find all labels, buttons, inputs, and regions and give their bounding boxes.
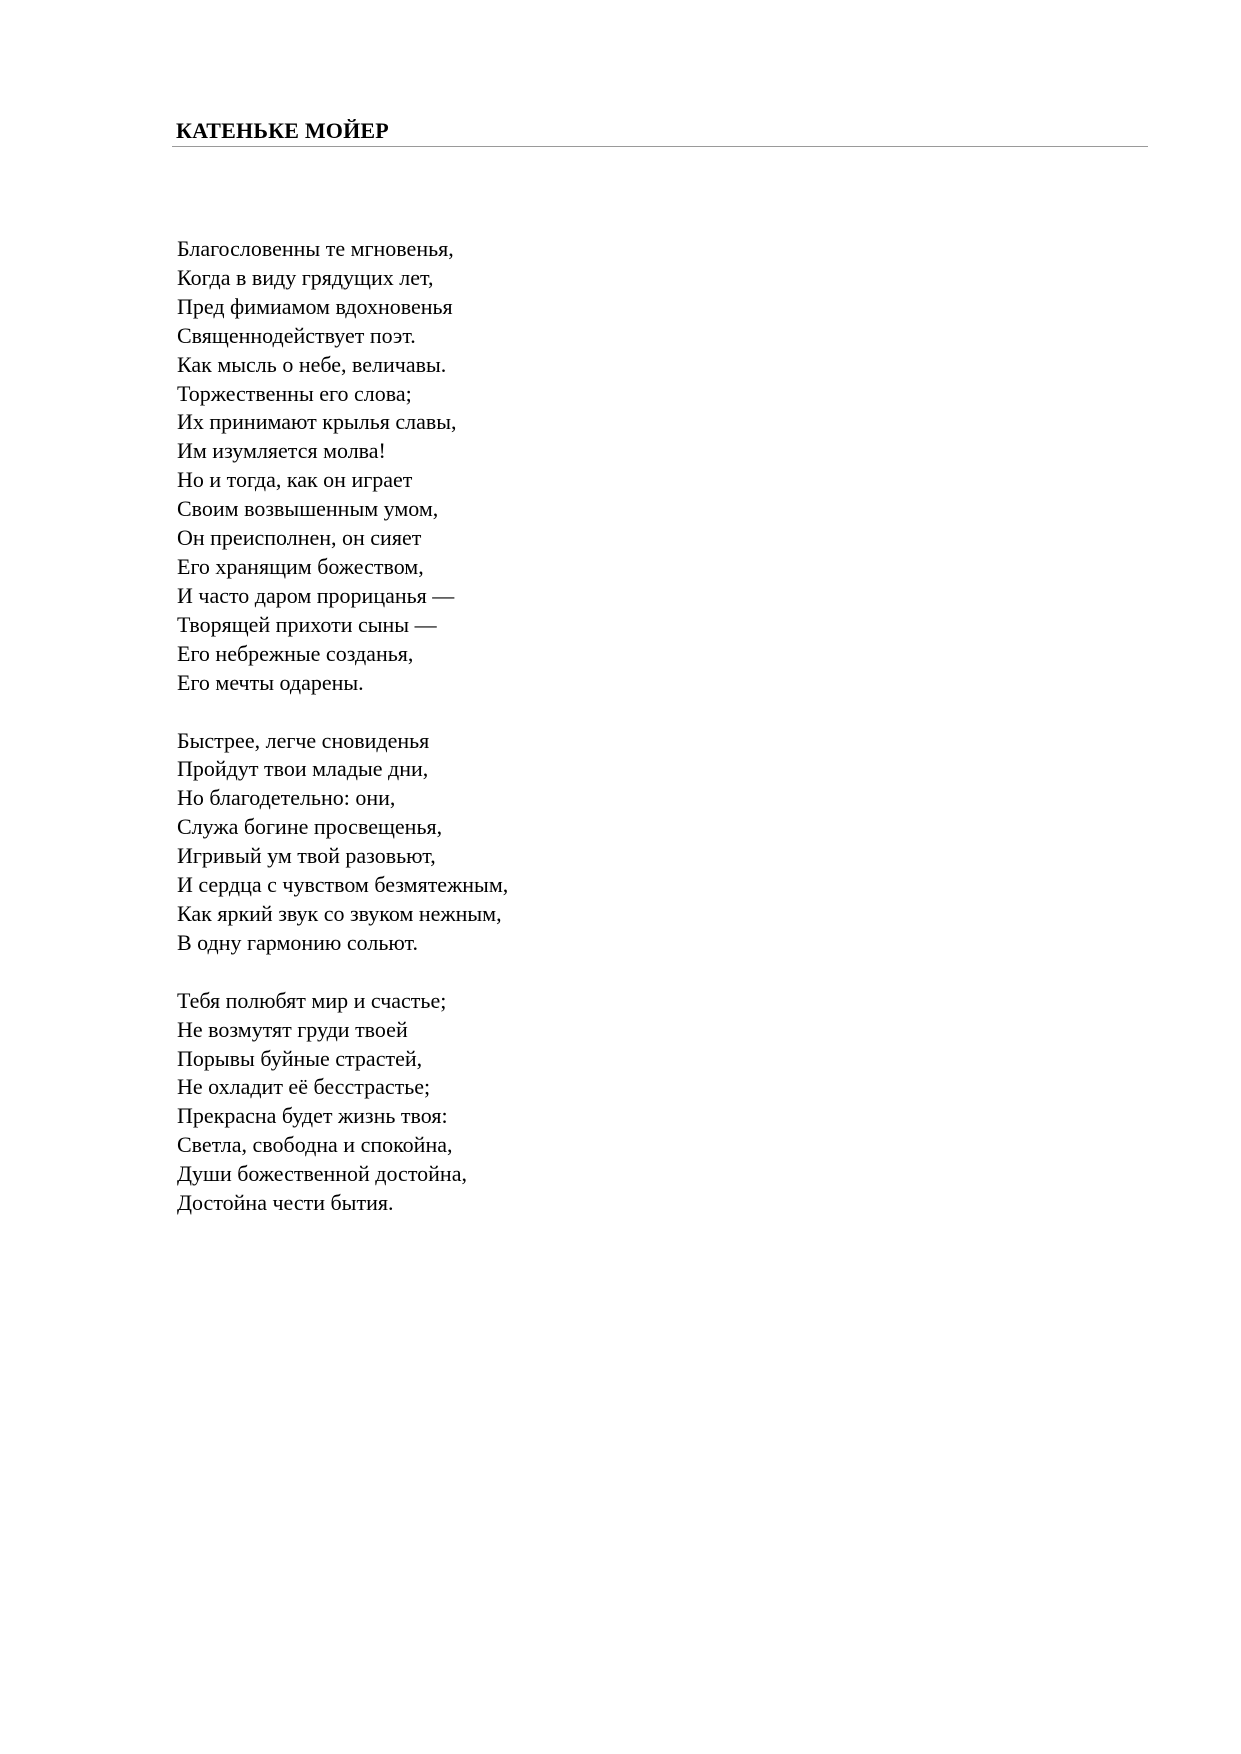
- poem-line: Не возмутят груди твоей: [177, 1016, 408, 1042]
- poem-line: Его небрежные созданья,: [177, 640, 414, 666]
- poem-line: Торжественны его слова;: [177, 380, 412, 406]
- poem-line: Прекрасна будет жизнь твоя:: [177, 1103, 448, 1129]
- poem-line: Души божественной достойна,: [177, 1161, 467, 1187]
- poem-line: Творящей прихоти сыны —: [177, 611, 437, 637]
- stanza-1: [177, 235, 1077, 698]
- poem-line: Его мечты одарены.: [177, 669, 364, 695]
- poem-line: Его хранящим божеством,: [177, 553, 424, 579]
- poem-body: [177, 235, 1077, 1247]
- poem-line: Он преисполнен, он сияет: [177, 525, 422, 551]
- poem-line: В одну гармонию сольют.: [177, 929, 418, 955]
- poem-line: И часто даром прорицанья —: [177, 582, 455, 608]
- poem-line: Их принимают крылья славы,: [177, 409, 457, 435]
- poem-line: Не охладит её бесстрастье;: [177, 1074, 431, 1100]
- poem-title: КАТЕНЬКЕ МОЙЕР: [176, 118, 389, 143]
- poem-line: Быстрее, легче сновиденья: [177, 727, 430, 753]
- poem-line: Как яркий звук со звуком нежным,: [177, 900, 502, 926]
- poem-line: Игривый ум твой разовьют,: [177, 843, 436, 869]
- stanza-3: [177, 987, 1077, 1218]
- poem-line: Но благодетельно: они,: [177, 785, 396, 811]
- poem-line: Служа богине просвещенья,: [177, 814, 443, 840]
- stanza-2: [177, 727, 1077, 958]
- poem-line: Достойна чести бытия.: [177, 1190, 394, 1216]
- poem-line: Когда в виду грядущих лет,: [177, 264, 434, 290]
- poem-line: Священнодействует поэт.: [177, 322, 416, 348]
- poem-line: Но и тогда, как он играет: [177, 467, 413, 493]
- poem-line: Порывы буйные страстей,: [177, 1045, 423, 1071]
- poem-line: Пройдут твои младые дни,: [177, 756, 429, 782]
- poem-line: Светла, свободна и спокойна,: [177, 1132, 453, 1158]
- poem-line: Своим возвышенным умом,: [177, 496, 439, 522]
- poem-line: Им изумляется молва!: [177, 438, 386, 464]
- poem-line: Пред фимиамом вдохновенья: [177, 293, 453, 319]
- poem-line: И сердца с чувством безмятежным,: [177, 872, 509, 898]
- title-underline: [172, 146, 1148, 147]
- poem-line: Как мысль о небе, величавы.: [177, 351, 447, 377]
- poem-line: Благословенны те мгновенья,: [177, 236, 454, 261]
- poem-line: Тебя полюбят мир и счастье;: [177, 987, 447, 1013]
